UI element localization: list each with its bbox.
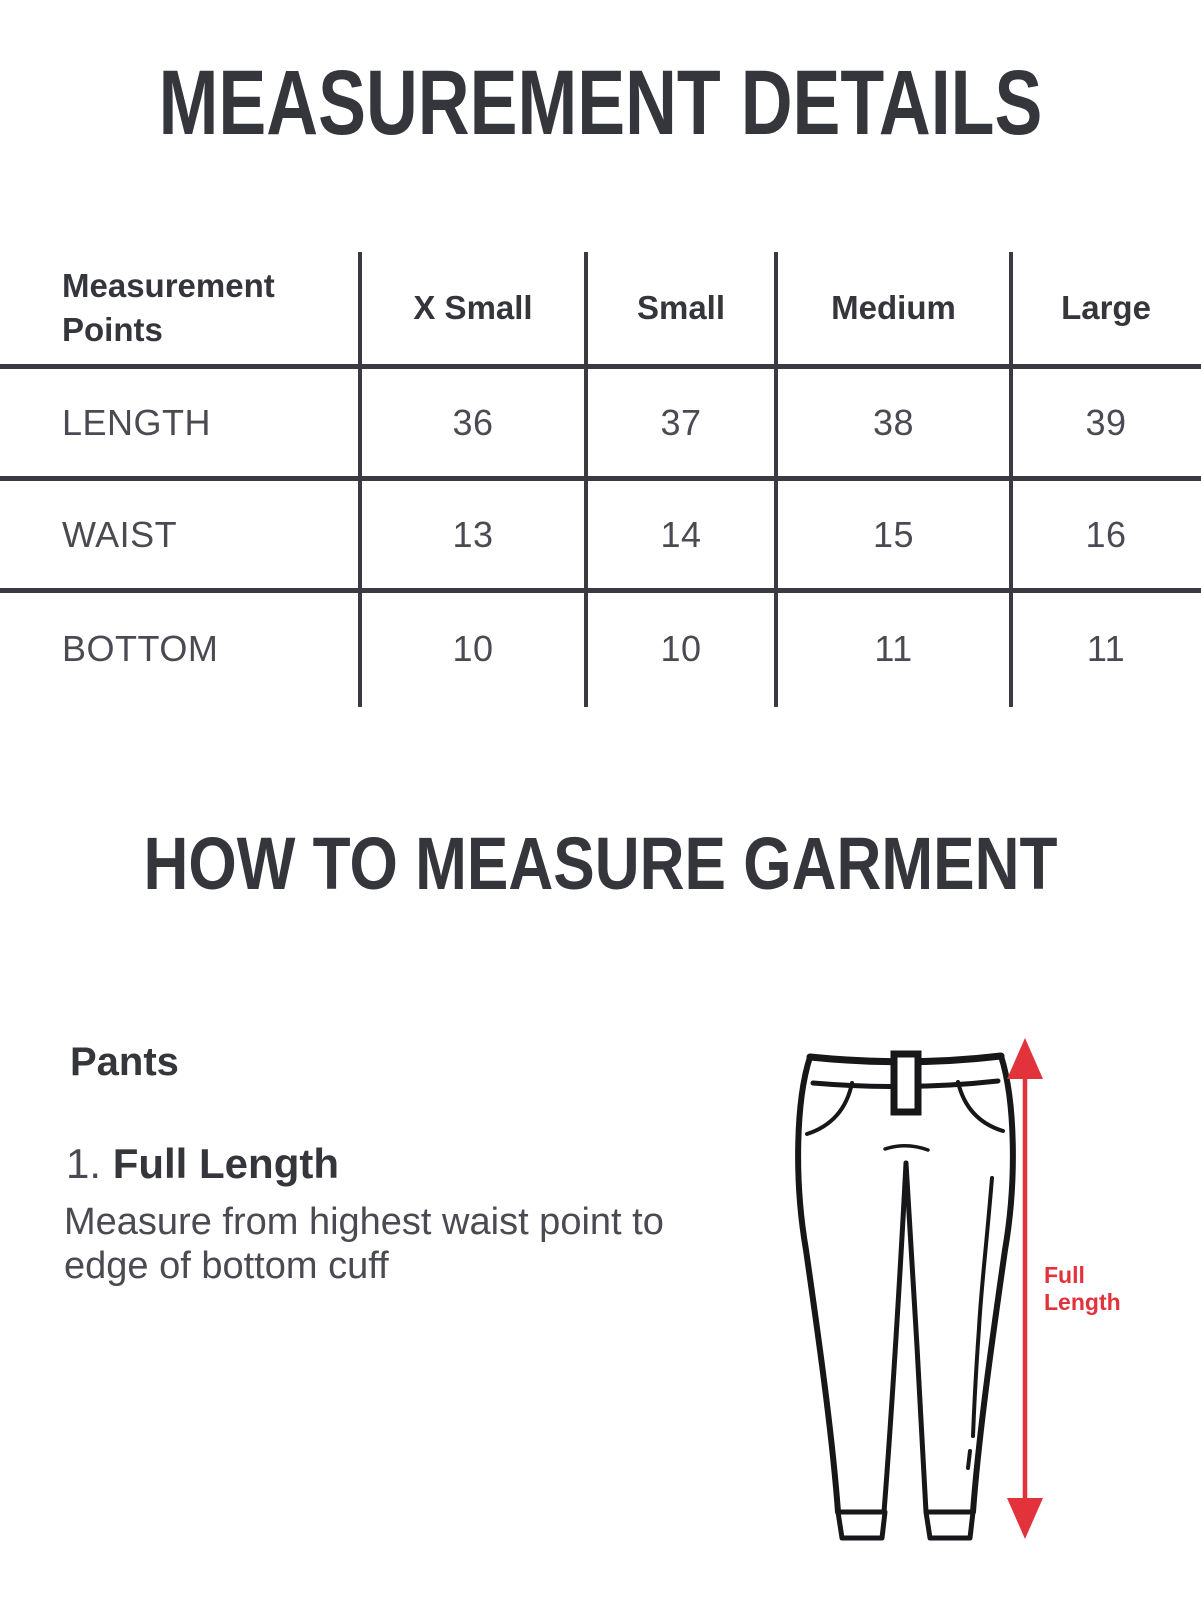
table-cell: 38 — [872, 401, 915, 443]
how-to-measure-title: HOW TO MEASURE GARMENT — [143, 822, 1058, 905]
row-label: LENGTH — [62, 401, 212, 443]
table-cell: 39 — [1085, 401, 1127, 443]
table-cell: 13 — [452, 513, 494, 555]
row-label: WAIST — [62, 513, 178, 555]
column-header-medium: Medium — [831, 289, 956, 326]
step-title — [66, 1140, 339, 1188]
inner-leg-left — [884, 1163, 906, 1512]
arrow-label-line1: Full — [1044, 1262, 1085, 1288]
column-header-large: Large — [1061, 289, 1151, 326]
right-leg-seam-detail-short — [968, 1451, 970, 1468]
table-row-bottom — [0, 593, 1201, 705]
arrow-label-line2: Length — [1044, 1289, 1121, 1315]
right-pocket-curve — [958, 1082, 1003, 1131]
left-pocket-curve — [807, 1083, 852, 1134]
garment-name: Pants — [70, 1040, 179, 1084]
belt-loop — [894, 1054, 918, 1112]
table-header-row — [0, 252, 1201, 364]
fly-curve — [885, 1146, 928, 1150]
table-cell: 37 — [660, 401, 702, 443]
table-cell: 10 — [660, 628, 702, 669]
table-cell: 10 — [452, 628, 494, 669]
table-row-waist — [0, 481, 1201, 588]
column-header-measurement-points: Measurement Points — [62, 267, 275, 348]
step-description: Measure from highest waist point to edge of bottom cuff — [64, 1201, 664, 1287]
pants-right-seam — [973, 1056, 1013, 1512]
step-number: 1. — [66, 1140, 102, 1187]
table-cell: 14 — [660, 513, 702, 555]
full-length-arrow-label — [1044, 1262, 1121, 1316]
right-cuff — [926, 1512, 973, 1538]
arrow-head-up — [1007, 1038, 1043, 1079]
pants-left-seam — [798, 1057, 838, 1512]
column-header-x-small: X Small — [413, 289, 533, 326]
row-label: BOTTOM — [62, 628, 219, 669]
table-row-length — [0, 369, 1201, 476]
table-cell: 11 — [874, 628, 913, 669]
table-cell: 11 — [1086, 628, 1126, 669]
inner-leg-right — [906, 1163, 926, 1512]
table-cell: 16 — [1085, 513, 1127, 555]
page-title: MEASUREMENT DETAILS — [158, 52, 1043, 154]
left-cuff — [838, 1512, 885, 1538]
arrow-head-down — [1007, 1498, 1043, 1539]
table-cell: 15 — [872, 513, 915, 555]
column-header-small: Small — [636, 289, 726, 326]
table-cell: 36 — [452, 401, 494, 443]
step-name: Full Length — [112, 1140, 339, 1187]
